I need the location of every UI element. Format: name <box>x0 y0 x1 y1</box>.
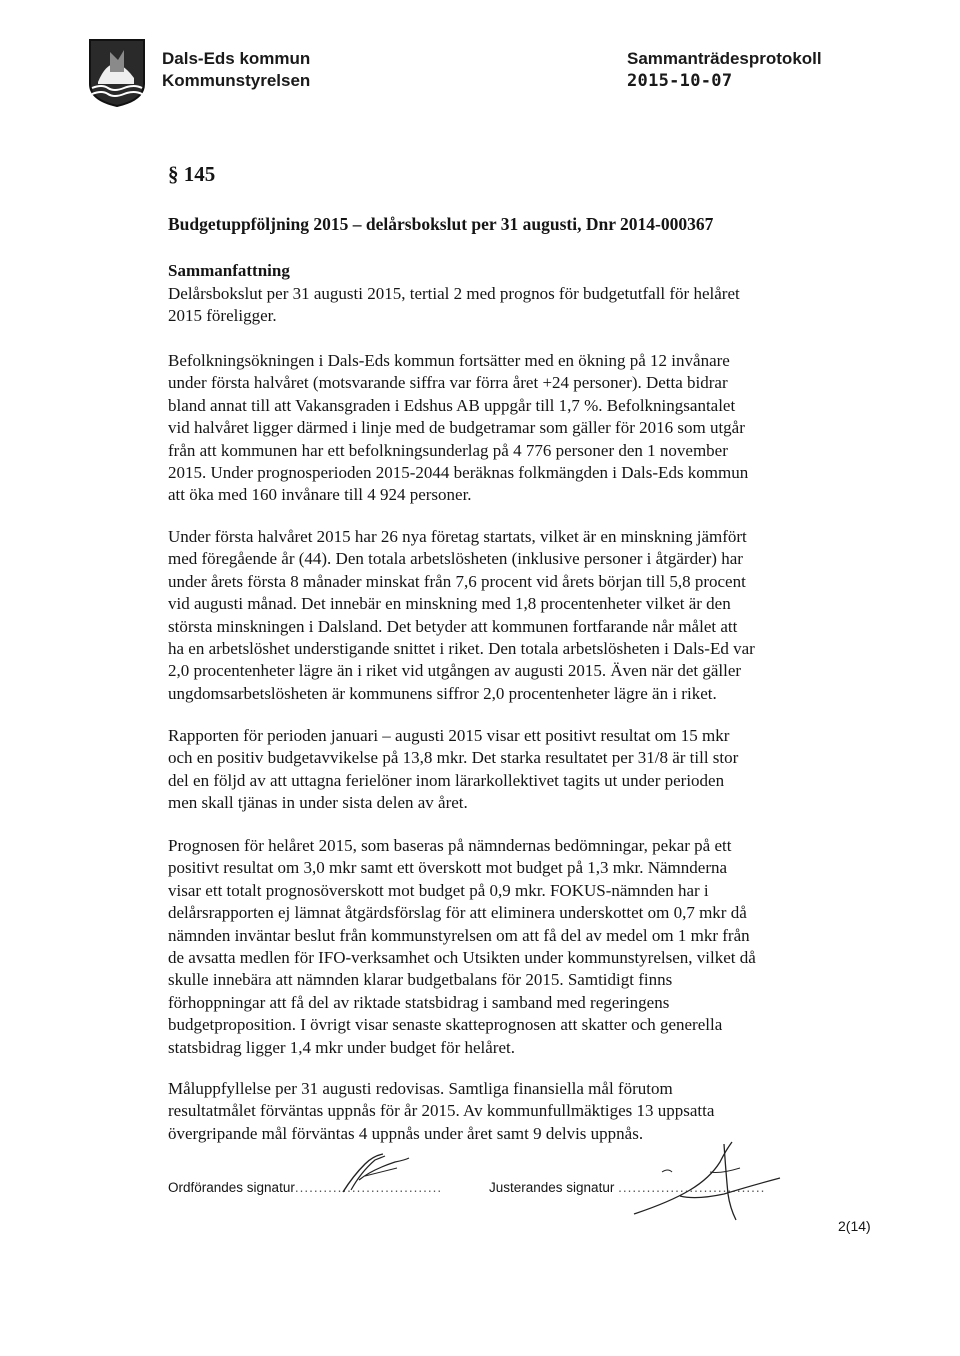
text-line: delårsrapporten ej lämnat åtgärdsförslag för att eliminera underskottet om 0,7 mkr då <box>168 903 747 923</box>
text-line: bland annat till att Vakansgraden i Edshus AB uppgår till 1,7 %. Befolkningsantalet <box>168 395 736 415</box>
text-line: 2015 föreligger. <box>168 306 277 326</box>
summary-heading: Sammanfattning <box>168 261 290 280</box>
adjuster-signature-label: Justerandes signatur <box>489 1180 615 1195</box>
text-line: nämnden inväntar beslut från kommunstyrelsen om att få del av medel om 1 mkr från <box>168 925 750 945</box>
text-line: vid halvåret ligger därmed i linje med de budgetramar som gäller för 2016 som utgår <box>168 418 745 438</box>
adjuster-handwritten-signature <box>620 1138 790 1224</box>
paragraph-intro <box>168 283 848 328</box>
paragraph-forecast <box>168 835 848 1059</box>
page-number: 2(14) <box>838 1218 871 1234</box>
text-line: skulle innebära att nämnden klarar budgetbalans för 2015. Samtidigt finns <box>168 970 673 990</box>
text-line: 2,0 procentenheter lägre än i riket vid utgången av augusti 2015. Även när det gäller <box>168 661 742 681</box>
chair-signature-label: Ordförandes signatur <box>168 1180 295 1195</box>
board-name: Kommunstyrelsen <box>162 71 311 90</box>
text-line: 2015. Under prognosperioden 2015-2044 beräknas folkmängden i Dals-Eds kommun <box>168 462 749 482</box>
header-left <box>162 48 310 92</box>
text-line: men skall tjänas in under sista delen av året. <box>168 793 468 813</box>
text-line: att öka med 160 invånare till 4 924 personer. <box>168 485 472 505</box>
text-line: ha en arbetslöshet understigande snittet i riket. Den totala arbetslösheten i Dals-Ed var <box>168 638 755 658</box>
text-line: statsbidrag ligger 1,4 mkr under budget för helåret. <box>168 1037 515 1057</box>
text-line: under första halvåret (motsvarande siffra var förra året +24 personer). Detta bidrar <box>168 373 728 393</box>
text-line: och en positiv budgetavvikelse på 13,8 mkr. Det starka resultatet per 31/8 är till stor <box>168 748 739 768</box>
paragraph-population <box>168 350 848 507</box>
municipality-crest-logo <box>88 38 146 108</box>
paragraph-goals <box>168 1078 848 1145</box>
text-line: största minskningen i Dalsland. Det betyder att kommunen fortfarande når målet att <box>168 616 738 636</box>
section-title: Budgetuppföljning 2015 – delårsbokslut per 31 augusti, Dnr 2014-000367 <box>168 214 714 234</box>
text-line: Delårsbokslut per 31 augusti 2015, tertial 2 med prognos för budgetutfall för helåret <box>168 284 740 303</box>
paragraph-employment <box>168 526 848 705</box>
text-line: resultatmålet förväntas uppnås för år 2015. Av kommunfullmäktiges 13 uppsatta <box>168 1101 715 1121</box>
header-right <box>627 48 822 92</box>
chair-signature-line: ............................... <box>294 1180 443 1195</box>
text-line: budgetproposition. I övrigt visar senaste skatteprognosen att skatter och generella <box>168 1015 723 1035</box>
text-line: Prognosen för helåret 2015, som baseras på nämndernas bedömningar, pekar på ett <box>168 836 732 855</box>
text-line: ungdomsarbetslösheten är kommunens siffror 2,0 procentenheter lägre än i riket. <box>168 683 717 703</box>
text-line: Befolkningsökningen i Dals-Eds kommun fortsätter med en ökning på 12 invånare <box>168 351 730 370</box>
meeting-date: 2015-10-07 <box>627 71 733 91</box>
text-line: positivt resultat om 3,0 mkr samt ett överskott mot budget på 1,3 mkr. Nämnderna <box>168 858 728 878</box>
text-line: med föregående år (44). Den totala arbetslösheten (inklusive personer i åtgärder) har <box>168 549 743 569</box>
text-line: Rapporten för perioden januari – augusti 2015 visar ett positivt resultat om 15 mkr <box>168 726 730 745</box>
text-line: vid augusti månad. Det innebär en minskning med 1,8 procentenheter vilket är den <box>168 594 731 614</box>
section-number: § 145 <box>168 162 216 186</box>
text-line: under årets första 8 månader minskat från 7,6 procent vid årets början till 5,8 procent <box>168 571 746 591</box>
municipality-name: Dals-Eds kommun <box>162 49 311 68</box>
adjuster-signature-line: ............................... <box>618 1180 766 1195</box>
document-type: Sammanträdesprotokoll <box>627 49 822 68</box>
text-line: Under första halvåret 2015 har 26 nya företag startats, vilket är en minskning jämfört <box>168 527 747 546</box>
text-line: från att kommunen har ett befolkningsunderlag på 4 776 personer den 1 november <box>168 440 728 460</box>
paragraph-report <box>168 725 848 815</box>
text-line: de avsatta medlen för IFO-verksamhet och Utsikten under kommunstyrelsen, vilket då <box>168 947 756 967</box>
text-line: del en följd av att uttagna ferielöner inom lärarkollektivet tagits ut under perioden <box>168 770 725 790</box>
chair-handwritten-signature <box>335 1150 415 1196</box>
text-line: övergripande mål förväntas 4 uppnås under året samt 9 delvis uppnås. <box>168 1123 644 1143</box>
text-line: förhoppningar att få del av riktade statsbidrag i samband med regeringens <box>168 992 670 1012</box>
text-line: Måluppfyllelse per 31 augusti redovisas. Samtliga finansiella mål förutom <box>168 1079 673 1098</box>
text-line: visar ett totalt prognosöverskott mot budget på 0,9 mkr. FOKUS-nämnden har i <box>168 880 709 900</box>
